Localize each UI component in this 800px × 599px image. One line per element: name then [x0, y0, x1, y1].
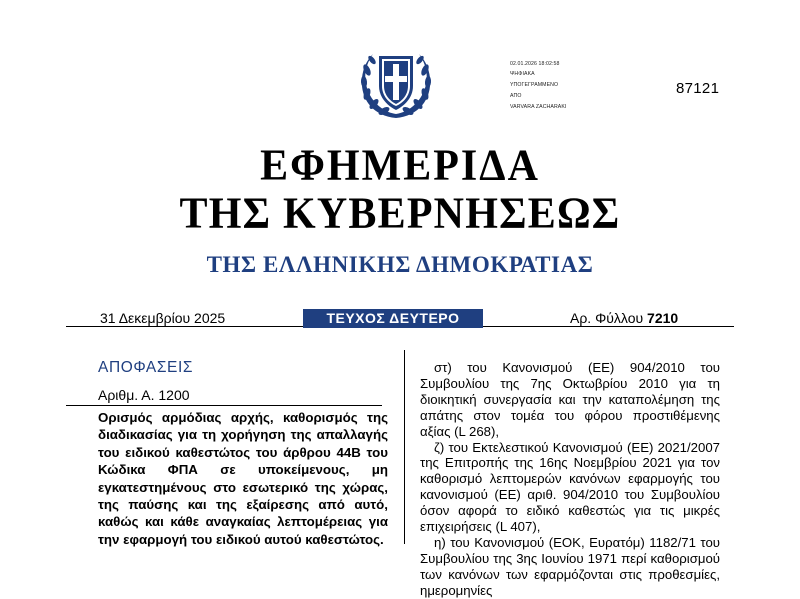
coat-of-arms-icon [354, 40, 438, 124]
signature-name: VARVARA ZACHARAKI [510, 104, 567, 110]
masthead-subtitle: ΤΗΣ ΚΥΒΕΡΝΗΣΕΩΣ [179, 189, 621, 239]
sheet-label: Αρ. Φύλλου [570, 310, 644, 326]
decision-number: Αριθμ. Α. 1200 [98, 387, 190, 403]
decision-rule [66, 405, 382, 406]
sheet-value: 7210 [647, 310, 679, 326]
paragraph: η) του Κανονισμού (ΕΟΚ, Ευρατόμ) 1182/71 του Συμβουλίου της 3ης Ιουνίου 1971 περί καθορισμού των κανόνων των εφαρμόζονται στις προθεσμίες, ημερομηνίες [420, 534, 720, 598]
decision-title: Ορισμός αρμόδιας αρχής, καθορισμός της διαδικασίας για τη χορήγηση της απαλλαγής του ειδικού καθεστώτος του άρθρου 44Β του Κώδικα ΦΠΑ σε υποκείμενους, μη εγκατεστημένους στο εσωτερικό της χώρας, της παύσης και της εξαίρεσης από αυτό, καθώς και κάθε αναγκαίας λεπτομέρειας για την εφαρμογή του ειδικού αυτού καθεστώτος. [98, 410, 388, 547]
right-column-text [420, 360, 720, 599]
issue-code: 87121 [676, 80, 720, 97]
section-heading: ΑΠΟΦΑΣΕΙΣ [98, 359, 194, 376]
signature-line: ΨΗΦΙΑΚΑ [510, 71, 535, 77]
signature-line: ΑΠΟ [510, 93, 522, 99]
paragraph: ζ) του Εκτελεστικού Κανονισμού (ΕΕ) 2021/2007 της Επιτροπής της 16ης Νοεμβρίου 2021 για τον καθορισμό λεπτομερών κανόνων εφαρμογής του κανονισμού (ΕΕ) αριθ. 904/2010 του Συμβουλίου όσον αφορά το ειδικό καθεστώς για τις μικρές επιχειρήσεις (L 407), [420, 439, 720, 535]
issue-type-badge: ΤΕΥΧΟΣ ΔΕΥΤΕΡΟ [303, 309, 483, 328]
signature-date: 02.01.2026 18:02:58 [510, 61, 560, 67]
signature-line: ΥΠΟΓΕΓΡΑΜΜΕΝΟ [510, 82, 559, 88]
masthead-title: ΕΦΗΜΕΡΙΔΑ [260, 141, 540, 191]
paragraph: στ) του Κανονισμού (ΕΕ) 904/2010 του Συμβουλίου της 7ης Οκτωβρίου 2010 για τη διοικητική συνεργασία και την καταπολέμηση της απάτης στον τομέα του φόρου προστιθέμενης αξίας (L 268), [420, 360, 720, 439]
issue-date: 31 Δεκεμβρίου 2025 [100, 310, 226, 326]
sheet-number [570, 310, 678, 326]
masthead-republic: ΤΗΣ ΕΛΛΗΝΙΚΗΣ ΔΗΜΟΚΡΑΤΙΑΣ [206, 252, 594, 277]
column-divider [404, 350, 405, 544]
